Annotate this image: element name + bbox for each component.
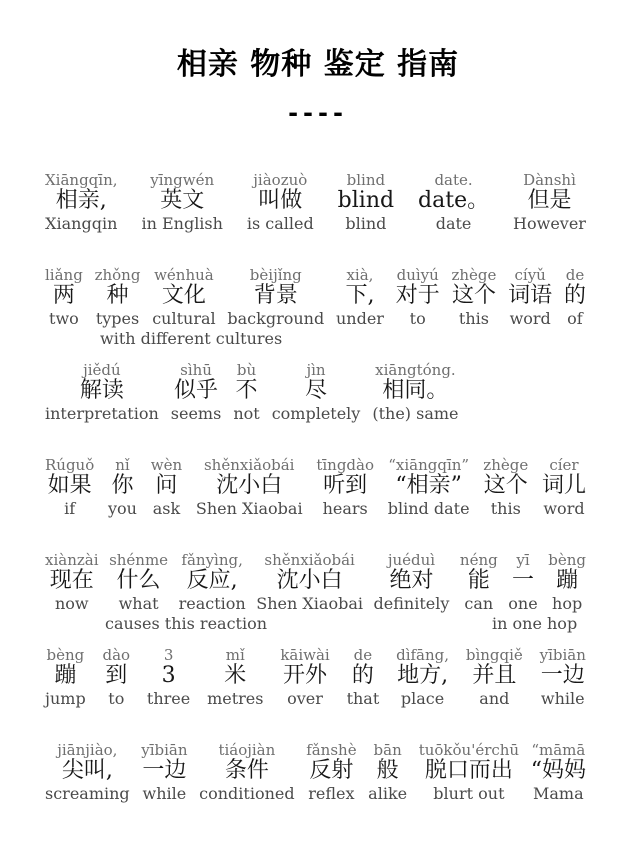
hanzi-line: 并且 bbox=[472, 663, 517, 688]
word-column bbox=[306, 742, 356, 804]
hanzi-line: 似乎 bbox=[174, 378, 219, 403]
english-gloss-line: this bbox=[458, 309, 489, 328]
hanzi-line: 如果 bbox=[47, 473, 92, 498]
hanzi-line: 你 bbox=[111, 473, 134, 498]
word-column bbox=[45, 647, 86, 709]
english-gloss-line: word bbox=[509, 309, 551, 328]
pinyin-line: bān bbox=[373, 741, 402, 759]
english-gloss-line: reaction bbox=[178, 594, 246, 613]
hanzi-line: 般 bbox=[376, 758, 399, 783]
word-column bbox=[396, 267, 440, 329]
english-gloss-line: interpretation bbox=[45, 404, 159, 423]
word-column bbox=[109, 552, 168, 614]
hanzi-line: 一边 bbox=[540, 663, 585, 688]
hanzi-line: 反应, bbox=[186, 568, 238, 593]
word-column bbox=[483, 457, 528, 519]
english-gloss-line: blurt out bbox=[433, 784, 505, 803]
pinyin-line: jiàozuò bbox=[253, 171, 308, 189]
english-gloss-line: Mama bbox=[533, 784, 584, 803]
gloss-content bbox=[45, 172, 586, 804]
hanzi-line: 什么 bbox=[116, 568, 161, 593]
word-column bbox=[542, 457, 586, 519]
word-column bbox=[280, 647, 329, 709]
english-gloss-line: jump bbox=[45, 689, 86, 708]
english-gloss-line: this bbox=[490, 499, 521, 518]
pinyin-line: yībiān bbox=[539, 646, 586, 664]
english-gloss-line: definitely bbox=[373, 594, 450, 613]
hanzi-line: 两 bbox=[52, 283, 75, 308]
hanzi-line: 3 bbox=[161, 663, 176, 688]
pinyin-line: xiāngtóng. bbox=[375, 361, 456, 379]
word-column bbox=[151, 457, 182, 519]
word-column bbox=[272, 362, 361, 424]
english-gloss-line: while bbox=[540, 689, 585, 708]
word-column bbox=[316, 457, 374, 519]
pinyin-line: blind bbox=[346, 171, 386, 189]
hanzi-line: blind bbox=[337, 188, 395, 213]
word-column bbox=[374, 552, 450, 614]
pinyin-line: cíyǔ bbox=[514, 266, 546, 284]
word-column bbox=[45, 457, 94, 519]
english-gloss-line: seems bbox=[170, 404, 222, 423]
pinyin-line: cíer bbox=[549, 456, 579, 474]
hanzi-line: 绝对 bbox=[389, 568, 434, 593]
english-gloss-line: blind bbox=[345, 214, 387, 233]
gloss-row bbox=[45, 362, 586, 424]
hanzi-line: “相亲” bbox=[395, 473, 462, 498]
english-gloss-line: types bbox=[95, 309, 140, 328]
pinyin-line: tiáojiàn bbox=[218, 741, 276, 759]
hanzi-line: 的 bbox=[563, 283, 586, 308]
pinyin-line: jiānjiào, bbox=[57, 741, 118, 759]
gloss-row bbox=[45, 172, 586, 234]
pinyin-line: duìyú bbox=[396, 266, 439, 284]
hanzi-line: 脱口而出 bbox=[424, 758, 513, 783]
pinyin-line: tīngdào bbox=[316, 456, 374, 474]
english-gloss-line: background bbox=[227, 309, 325, 328]
hanzi-line: 但是 bbox=[527, 188, 572, 213]
pinyin-line: Dànshì bbox=[523, 171, 576, 189]
pinyin-line: Xiāngqīn, bbox=[45, 171, 118, 189]
hanzi-line: 听到 bbox=[323, 473, 368, 498]
pinyin-line: “xiāngqīn” bbox=[388, 456, 470, 474]
gloss-row bbox=[45, 742, 586, 804]
word-column bbox=[338, 172, 394, 234]
hanzi-line: 词语 bbox=[508, 283, 553, 308]
hanzi-line: 能 bbox=[467, 568, 490, 593]
word-column bbox=[466, 647, 523, 709]
english-gloss-line: (the) same bbox=[372, 404, 459, 423]
word-column bbox=[460, 552, 498, 614]
pinyin-line: fǎnshè bbox=[306, 741, 357, 759]
pinyin-line: yī bbox=[516, 551, 530, 569]
english-gloss-line: to bbox=[409, 309, 426, 328]
english-gloss-line: three bbox=[146, 689, 191, 708]
pinyin-line: liǎng bbox=[45, 266, 83, 284]
english-gloss-line: hop bbox=[552, 594, 583, 613]
pinyin-line: nǐ bbox=[115, 456, 130, 474]
english-gloss-line: and bbox=[479, 689, 510, 708]
pinyin-line: bèng bbox=[548, 551, 586, 569]
divider-dashes: ---- bbox=[288, 99, 348, 127]
pinyin-line: yīngwén bbox=[150, 171, 215, 189]
word-column bbox=[141, 742, 187, 804]
pinyin-line: mǐ bbox=[225, 646, 245, 664]
pinyin-line: zhǒng bbox=[94, 266, 141, 284]
word-column bbox=[418, 172, 489, 234]
english-gloss-line: ask bbox=[152, 499, 181, 518]
pinyin-line: fǎnyìng, bbox=[181, 551, 243, 569]
word-column bbox=[368, 742, 407, 804]
page-title: 相亲 物种 鉴定 指南 bbox=[176, 47, 460, 82]
english-gloss-line: hears bbox=[322, 499, 368, 518]
english-gloss-line: under bbox=[335, 309, 384, 328]
hanzi-line: 尖叫, bbox=[61, 758, 113, 783]
word-column bbox=[508, 552, 537, 614]
pinyin-line: tuōkǒu'érchū bbox=[418, 741, 520, 759]
gloss-row bbox=[45, 266, 586, 348]
pinyin-line: Rúguǒ bbox=[45, 456, 95, 474]
pinyin-line: wénhuà bbox=[154, 266, 214, 284]
word-column bbox=[419, 742, 519, 804]
pinyin-line: dìfāng, bbox=[396, 646, 450, 664]
english-gloss-line: not bbox=[233, 404, 260, 423]
english-gloss-line: now bbox=[54, 594, 89, 613]
word-column bbox=[548, 552, 586, 614]
hanzi-line: “妈妈 bbox=[530, 758, 586, 783]
phrase-gloss: with different cultures bbox=[100, 329, 283, 348]
pinyin-line: shénme bbox=[109, 551, 169, 569]
word-column bbox=[95, 267, 141, 329]
word-column bbox=[564, 267, 586, 329]
hanzi-line: 种 bbox=[106, 283, 129, 308]
word-column bbox=[347, 647, 380, 709]
english-gloss-line: reflex bbox=[308, 784, 355, 803]
english-gloss-line: place bbox=[400, 689, 445, 708]
english-gloss-line: Xiangqin bbox=[45, 214, 118, 233]
hanzi-line: date。 bbox=[418, 188, 490, 213]
word-column bbox=[531, 742, 586, 804]
word-column bbox=[396, 647, 449, 709]
pinyin-line: bù bbox=[236, 361, 257, 379]
english-gloss-line: while bbox=[142, 784, 187, 803]
word-column bbox=[171, 362, 222, 424]
hanzi-line: 蹦 bbox=[54, 663, 77, 688]
word-column bbox=[147, 647, 190, 709]
hanzi-line: 问 bbox=[155, 473, 178, 498]
english-gloss-line: two bbox=[49, 309, 79, 328]
word-column bbox=[108, 457, 137, 519]
pinyin-line: de bbox=[353, 646, 373, 664]
gloss-row bbox=[45, 457, 586, 519]
hanzi-line: 解读 bbox=[79, 378, 124, 403]
english-gloss-line: one bbox=[508, 594, 538, 613]
pinyin-line: néng bbox=[459, 551, 498, 569]
hanzi-line: 地方, bbox=[397, 663, 449, 688]
pinyin-line: dào bbox=[102, 646, 131, 664]
pinyin-line: juéduì bbox=[387, 551, 436, 569]
word-column bbox=[540, 647, 586, 709]
pinyin-line: xiànzài bbox=[45, 551, 99, 569]
english-gloss-line: screaming bbox=[45, 784, 130, 803]
english-gloss-line: to bbox=[108, 689, 125, 708]
pinyin-line: wèn bbox=[150, 456, 183, 474]
pinyin-line: jiědú bbox=[83, 361, 121, 379]
pinyin-line: bìngqiě bbox=[465, 646, 523, 664]
english-gloss-line: date bbox=[435, 214, 472, 233]
pinyin-line: 3 bbox=[163, 646, 174, 664]
english-gloss-line: conditioned bbox=[199, 784, 295, 803]
gloss-row bbox=[45, 647, 586, 709]
english-gloss-line: can bbox=[464, 594, 494, 613]
hanzi-line: 的 bbox=[351, 663, 374, 688]
hanzi-line: 一 bbox=[511, 568, 534, 593]
pinyin-line: yībiān bbox=[141, 741, 188, 759]
english-gloss-line: word bbox=[543, 499, 585, 518]
word-column bbox=[513, 172, 586, 234]
word-column bbox=[372, 362, 458, 424]
english-gloss-line: blind date bbox=[387, 499, 470, 518]
english-gloss-line: that bbox=[346, 689, 380, 708]
english-gloss-line: in English bbox=[141, 214, 223, 233]
phrase-gloss: in one hop bbox=[492, 614, 578, 633]
english-gloss-line: Shen Xiaobai bbox=[195, 499, 303, 518]
hanzi-line: 不 bbox=[235, 378, 258, 403]
word-column bbox=[247, 172, 314, 234]
english-gloss-line: over bbox=[287, 689, 323, 708]
word-column bbox=[196, 457, 303, 519]
english-gloss-line: alike bbox=[368, 784, 408, 803]
hanzi-line: 条件 bbox=[224, 758, 269, 783]
hanzi-line: 尽 bbox=[305, 378, 328, 403]
word-column bbox=[179, 552, 246, 614]
pinyin-line: zhège bbox=[483, 456, 529, 474]
english-gloss-line: Shen Xiaobai bbox=[256, 594, 363, 613]
hanzi-line: 背景 bbox=[253, 283, 298, 308]
english-gloss-line: you bbox=[108, 499, 137, 518]
english-gloss-line: metres bbox=[207, 689, 264, 708]
pinyin-line: xià, bbox=[346, 266, 374, 284]
english-gloss-line: cultural bbox=[152, 309, 216, 328]
hanzi-line: 开外 bbox=[283, 663, 328, 688]
pinyin-line: bèng bbox=[46, 646, 85, 664]
word-column bbox=[141, 172, 222, 234]
word-column bbox=[207, 647, 263, 709]
hanzi-line: 相同。 bbox=[382, 378, 449, 403]
hanzi-line: 蹦 bbox=[556, 568, 579, 593]
hanzi-line: 现在 bbox=[49, 568, 94, 593]
word-column bbox=[45, 172, 118, 234]
english-gloss-line: what bbox=[118, 594, 159, 613]
english-gloss-line: of bbox=[567, 309, 583, 328]
pinyin-line: zhège bbox=[451, 266, 497, 284]
word-column bbox=[45, 267, 83, 329]
pinyin-line: kāiwài bbox=[280, 646, 330, 664]
hanzi-line: 这个 bbox=[483, 473, 528, 498]
pinyin-line: de bbox=[565, 266, 585, 284]
word-column bbox=[451, 267, 496, 329]
pinyin-line: jìn bbox=[306, 361, 326, 379]
word-column bbox=[388, 457, 470, 519]
hanzi-line: 一边 bbox=[142, 758, 187, 783]
phrase-gloss: causes this reaction bbox=[105, 614, 268, 633]
hanzi-line: 反射 bbox=[309, 758, 354, 783]
hanzi-line: 对于 bbox=[395, 283, 440, 308]
word-column bbox=[45, 552, 99, 614]
pinyin-line: date. bbox=[434, 171, 473, 189]
pinyin-line: “māmā bbox=[531, 741, 586, 759]
hanzi-line: 文化 bbox=[161, 283, 206, 308]
word-column bbox=[233, 362, 259, 424]
hanzi-line: 到 bbox=[105, 663, 128, 688]
pinyin-line: shěnxiǎobái bbox=[203, 456, 295, 474]
word-column bbox=[199, 742, 294, 804]
word-column bbox=[508, 267, 552, 329]
gloss-row bbox=[45, 551, 586, 633]
english-gloss-line: However bbox=[513, 214, 586, 233]
english-gloss-line: if bbox=[64, 499, 76, 518]
hanzi-line: 相亲, bbox=[55, 188, 107, 213]
word-column bbox=[45, 742, 130, 804]
hanzi-line: 英文 bbox=[160, 188, 205, 213]
pinyin-line: shěnxiǎobái bbox=[264, 551, 355, 569]
hanzi-line: 沈小白 bbox=[276, 568, 343, 593]
pinyin-line: bèijǐng bbox=[249, 266, 302, 284]
word-column bbox=[152, 267, 215, 329]
word-column bbox=[336, 267, 384, 329]
hanzi-line: 米 bbox=[224, 663, 247, 688]
word-column bbox=[227, 267, 324, 329]
word-column bbox=[103, 647, 131, 709]
pinyin-line: sìhū bbox=[180, 361, 212, 379]
hanzi-line: 叫做 bbox=[258, 188, 303, 213]
hanzi-line: 词儿 bbox=[541, 473, 586, 498]
hanzi-line: 下, bbox=[345, 283, 375, 308]
english-gloss-line: is called bbox=[246, 214, 314, 233]
word-column bbox=[256, 552, 363, 614]
word-column bbox=[45, 362, 159, 424]
hanzi-line: 这个 bbox=[451, 283, 496, 308]
hanzi-line: 沈小白 bbox=[216, 473, 283, 498]
english-gloss-line: completely bbox=[271, 404, 361, 423]
